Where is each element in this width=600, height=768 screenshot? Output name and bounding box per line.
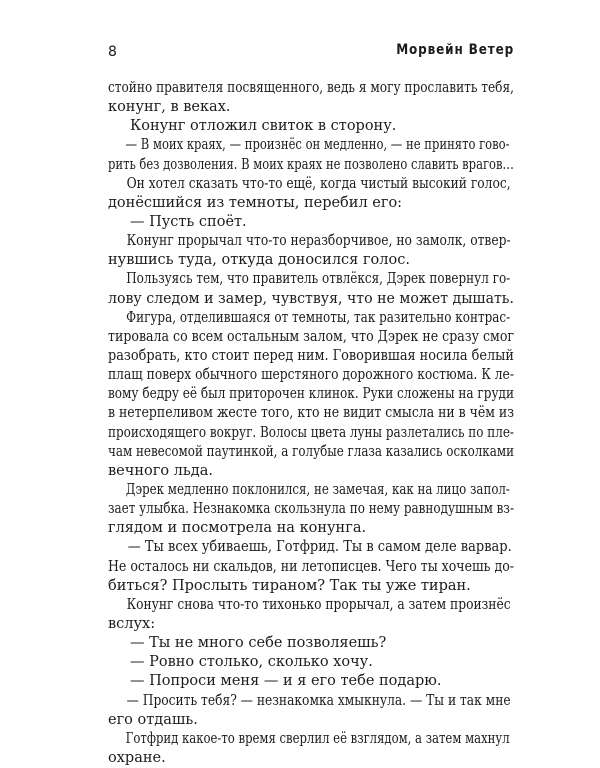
text-line: стойно правителя посвященного, ведь я могу прославить тебя, bbox=[108, 80, 514, 96]
page-number: 8 bbox=[108, 44, 117, 60]
text-line: Дэрек медленно поклонился, не замечая, как на лицо запол- bbox=[125, 481, 510, 498]
text-line: рить без дозволения. В моих краях не позволено славить врагов… bbox=[108, 156, 514, 173]
text-line: глядом и посмотрела на конунга. bbox=[108, 520, 367, 537]
text-line: конунг, в веках. bbox=[108, 99, 231, 116]
text-line: Не осталось ни скальдов, ни летописцев. Чего ты хочешь до- bbox=[108, 558, 514, 575]
body-text bbox=[108, 79, 514, 768]
text-line: — В моих краях, — произнёс он медленно, — не принято гово- bbox=[125, 137, 510, 154]
text-line: — Ты всех убиваешь, Готфрид. Ты в самом деле варвар. bbox=[127, 539, 512, 556]
text-line: Конунг снова что-то тихонько прорычал, а затем произнёс bbox=[126, 596, 511, 613]
text-line: — Просить тебя? — незнакомка хмыкнула. — Ты и так мне bbox=[126, 692, 511, 709]
text-line: вслух: bbox=[108, 615, 156, 632]
page-header bbox=[108, 40, 514, 62]
text-line: разобрать, кто стоит перед ним. Говорившая носила белый bbox=[108, 347, 514, 364]
running-title: Морвейн Ветер bbox=[396, 42, 514, 58]
text-line: происходящего вокруг. Волосы цвета луны разлетались по пле- bbox=[108, 424, 514, 441]
text-line: Пользуясь тем, что правитель отвлёкся, Дэрек повернул го- bbox=[126, 271, 511, 288]
text-line: вечного льда. bbox=[108, 462, 213, 479]
text-line: — Ты не много себе позволяешь? bbox=[130, 635, 387, 652]
text-line: нувшись туда, откуда доносился голос. bbox=[108, 252, 410, 269]
text-line: охране. bbox=[108, 749, 166, 766]
text-line: Конунг отложил свиток в сторону. bbox=[130, 118, 397, 135]
text-line: донёсшийся из темноты, перебил его: bbox=[108, 194, 403, 211]
text-line: Фигура, отделившаяся от темноты, так разительно контрас- bbox=[126, 309, 511, 326]
text-line: в нетерпеливом жесте того, кто не видит смысла ни в чём из bbox=[108, 405, 515, 422]
text-line: Он хотел сказать что-то ещё, когда чистый высокий голос, bbox=[126, 175, 511, 192]
text-line: зает улыбка. Незнакомка скользнула по нему равнодушным вз- bbox=[108, 501, 514, 518]
text-line: — Попроси меня — и я его тебе подарю. bbox=[130, 673, 442, 690]
text-line: вому бедру её был приторочен клинок. Руки сложены на груди bbox=[108, 386, 514, 403]
text-line: чам невесомой паутинкой, а голубые глаза казались осколками bbox=[108, 443, 515, 460]
text-line: Конунг прорычал что-то неразборчивое, но замолк, отвер- bbox=[126, 233, 511, 250]
text-line: — Пусть споёт. bbox=[130, 213, 247, 230]
text-line: — Ровно столько, сколько хочу. bbox=[130, 654, 373, 671]
text-line: его отдашь. bbox=[108, 711, 198, 728]
text-line: лову следом и замер, чувствуя, что не может дышать. bbox=[108, 290, 514, 307]
text-line: тировала со всем остальным залом, что Дэрек не сразу смог bbox=[108, 328, 515, 345]
text-line: Готфрид какое-то время сверлил её взглядом, а затем махнул bbox=[125, 730, 510, 747]
text-line: плащ поверх обычного шерстяного дорожного костюма. К ле- bbox=[108, 367, 514, 384]
text-line: биться? Прослыть тираном? Так ты уже тиран. bbox=[108, 577, 471, 594]
